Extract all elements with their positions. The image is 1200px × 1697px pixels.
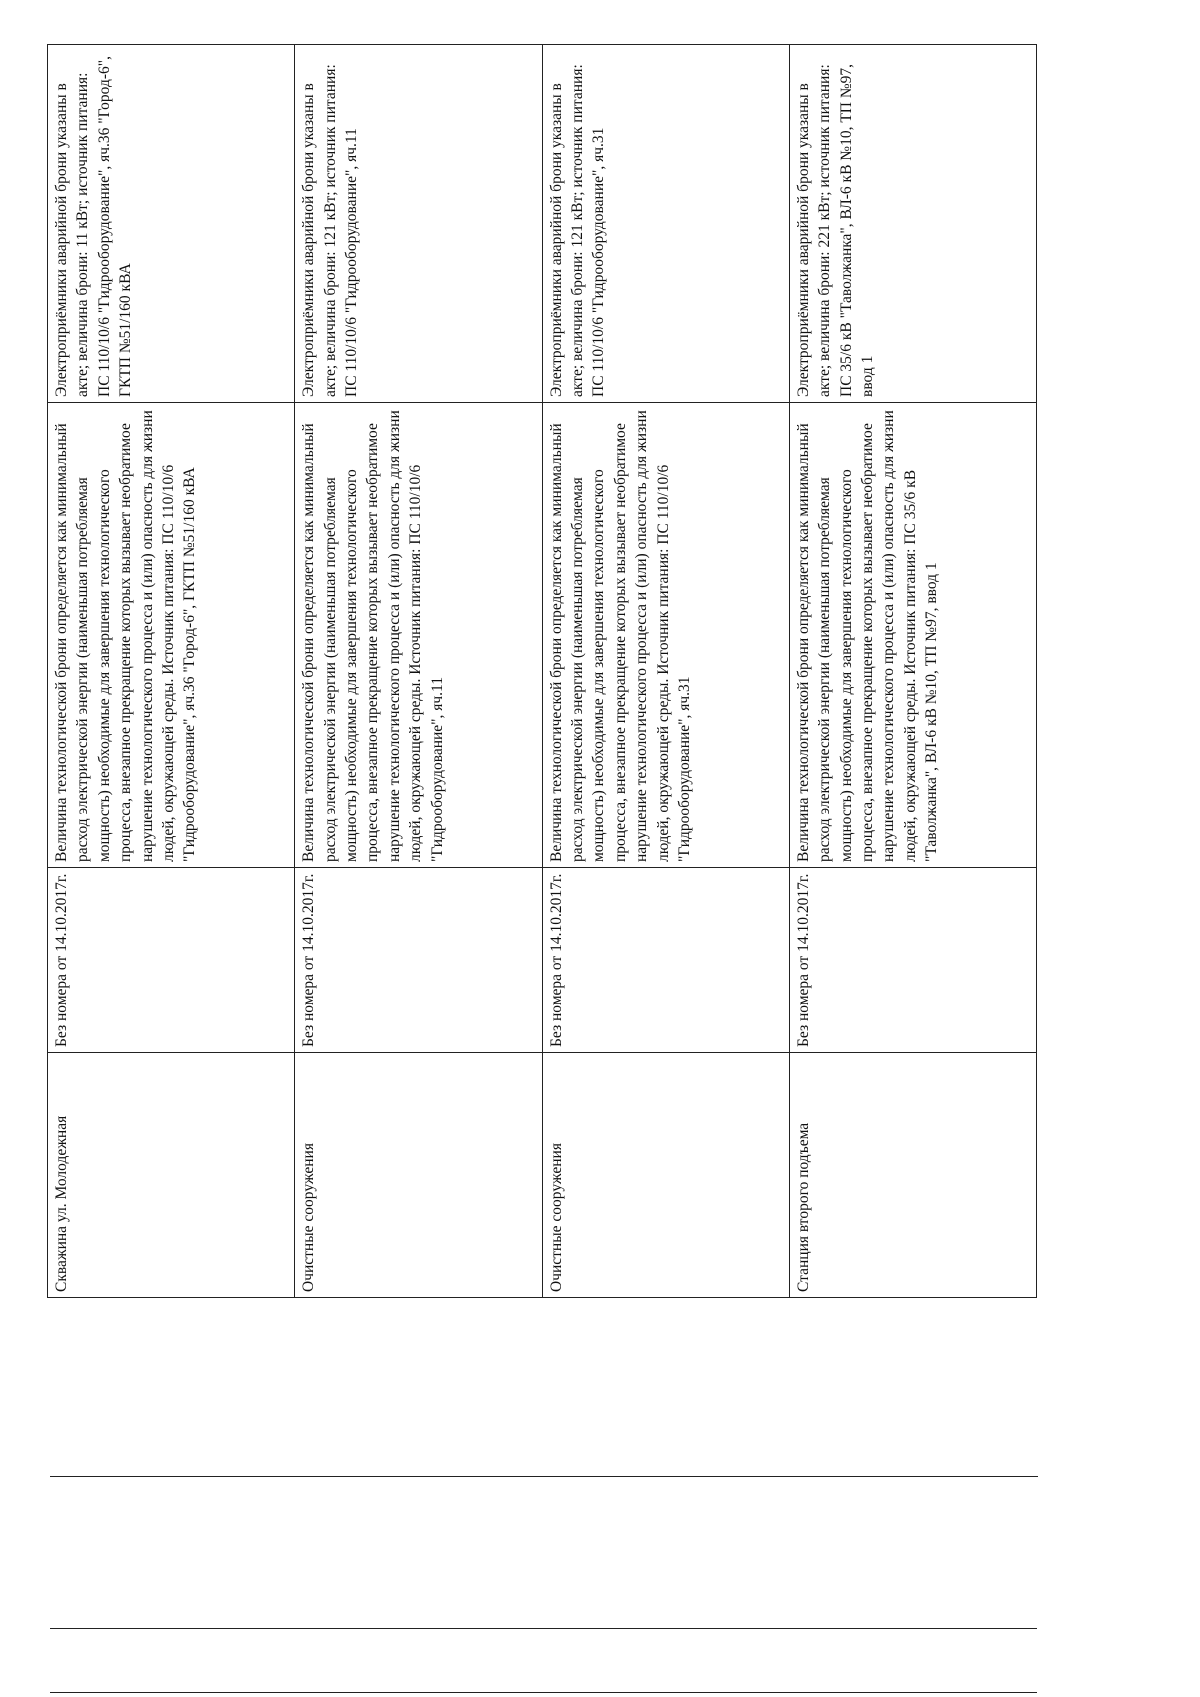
act-cell: Без номера от 14.10.2017г. <box>542 868 789 1053</box>
rotated-table-frame <box>47 45 1037 1298</box>
act-cell: Без номера от 14.10.2017г. <box>48 868 295 1053</box>
separator-line <box>50 1476 1038 1477</box>
emergency-armor-cell: Электроприёмники аварийной брони указаны в акте; величина брони: 221 кВт; источник питания: ПС 35/6 кВ "Таволжанка", ВЛ-6 кВ №10, ТП №97, ввод 1 <box>789 45 1036 403</box>
act-cell: Без номера от 14.10.2017г. <box>295 868 542 1053</box>
emergency-armor-cell: Электроприёмники аварийной брони указаны в акте; величина брони: 121 кВт; источник питания: ПС 110/10/6 "Гидрооборудование", яч.31 <box>542 45 789 403</box>
tech-armor-cell: Величина технологической брони определяется как минимальный расход электрической энергии (наименьшая потребляемая мощность) необходимые для завершения технологического процесса, внезапное прекращение которых вызывает необратимое нарушение технологического процесса и (или) опасность для жизни людей, окружающей среды. Источник питания: ПС 35/6 кВ "Таволжанка", ВЛ-6 кВ №10, ТП №97, ввод 1 <box>789 403 1036 868</box>
object-cell: Очистные сооружения <box>542 1053 789 1298</box>
tech-armor-cell: Величина технологической брони определяется как минимальный расход электрической энергии (наименьшая потребляемая мощность) необходимые для завершения технологического процесса, внезапное прекращение которых вызывает необратимое нарушение технологического процесса и (или) опасность для жизни людей, окружающей среды. Источник питания: ПС 110/10/6 "Гидрооборудование", яч.36 "Город-6", ГКТП №51/160 кВА <box>48 403 295 868</box>
tech-armor-cell: Величина технологической брони определяется как минимальный расход электрической энергии (наименьшая потребляемая мощность) необходимые для завершения технологического процесса, внезапное прекращение которых вызывает необратимое нарушение технологического процесса и (или) опасность для жизни людей, окружающей среды. Источник питания: ПС 110/10/6 "Гидрооборудование", яч.11 <box>295 403 542 868</box>
emergency-armor-cell: Электроприёмники аварийной брони указаны в акте; величина брони: 121 кВт; источник питания: ПС 110/10/6 "Гидрооборудование", яч.11 <box>295 45 542 403</box>
table-row <box>48 45 295 1298</box>
table-row <box>295 45 542 1298</box>
table-row <box>789 45 1036 1298</box>
object-cell: Скважина ул. Молодежная <box>48 1053 295 1298</box>
separator-line <box>50 1692 1037 1693</box>
object-cell: Очистные сооружения <box>295 1053 542 1298</box>
separator-line <box>50 1628 1037 1629</box>
act-cell: Без номера от 14.10.2017г. <box>789 868 1036 1053</box>
reservation-table <box>47 44 1037 1298</box>
object-cell: Станция второго подъема <box>789 1053 1036 1298</box>
emergency-armor-cell: Электроприёмники аварийной брони указаны в акте; величина брони: 11 кВт; источник питания: ПС 110/10/6 "Гидрооборудование", яч.36 "Город-6", ГКТП №51/160 кВА <box>48 45 295 403</box>
table-row <box>542 45 789 1298</box>
tech-armor-cell: Величина технологической брони определяется как минимальный расход электрической энергии (наименьшая потребляемая мощность) необходимые для завершения технологического процесса, внезапное прекращение которых вызывает необратимое нарушение технологического процесса и (или) опасность для жизни людей, окружающей среды. Источник питания: ПС 110/10/6 "Гидрооборудование", яч.31 <box>542 403 789 868</box>
